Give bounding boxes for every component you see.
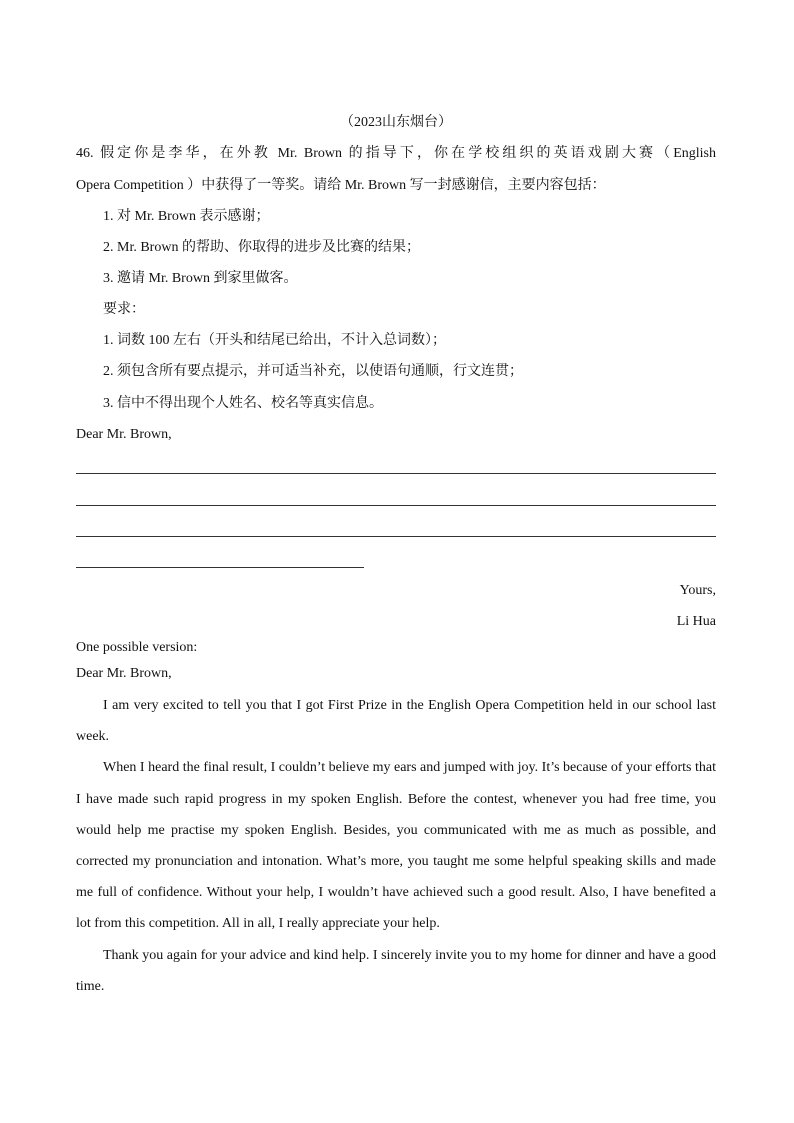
requirement-1: 1. 词数 100 左右（开头和结尾已给出，不计入总词数）； (103, 333, 446, 348)
writing-line-3 (76, 536, 716, 537)
requirement-3: 3. 信中不得出现个人姓名、校名等真实信息。 (103, 396, 383, 411)
content-point-1: 1. 对 Mr. Brown 表示感谢； (103, 209, 270, 224)
letter-signature: Li Hua (676, 614, 716, 629)
answer-paragraph-2: When I heard the final result, I couldn’t believe my ears and jumped with joy. It’s because of your efforts that I have made such rapid progress in my spoken English. Before the contest, whenever you had free time, you would help me practise my spoken English. Besides, you communicated with me as much as possible, and corrected my pronunciation and intonation. What’s more, you taught me some helpful speaking skills and made me full of confidence. Without your help, I wouldn’t have achieved such a good result. Also, I have benefited a lot from this competition. All in all, I really appreciate your help. (76, 760, 716, 932)
question-prompt-line2: Opera Competition ）中获得了一等奖。请给 Mr. Brown 写一封感谢信，主要内容包括： (76, 178, 606, 193)
requirement-2: 2. 须包含所有要点提示，并可适当补充，以使语句通顺，行文连贯； (103, 364, 523, 379)
content-point-3: 3. 邀请 Mr. Brown 到家里做客。 (103, 271, 298, 286)
answer-paragraph-1: I am very excited to tell you that I got First Prize in the English Opera Competition held in our school last week. (76, 698, 716, 745)
writing-line-4 (76, 567, 364, 568)
letter-greeting: Dear Mr. Brown, (76, 427, 172, 442)
content-point-2: 2. Mr. Brown 的帮助、你取得的进步及比赛的结果； (103, 240, 420, 255)
question-prompt-line1: 46. 假定你是李华，在外教 Mr. Brown 的指导下，你在学校组织的英语戏剧大赛（English (76, 146, 716, 161)
requirements-label: 要求： (103, 302, 145, 317)
letter-closing: Yours, (679, 583, 716, 598)
writing-line-1 (76, 473, 716, 474)
writing-line-2 (76, 505, 716, 506)
source-heading: （2023山东烟台） (340, 115, 452, 130)
answer-label: One possible version: (76, 640, 198, 655)
answer-body (76, 690, 716, 1002)
answer-paragraph-3: Thank you again for your advice and kind help. I sincerely invite you to my home for dinner and have a good time. (76, 947, 716, 994)
answer-greeting: Dear Mr. Brown, (76, 666, 172, 681)
